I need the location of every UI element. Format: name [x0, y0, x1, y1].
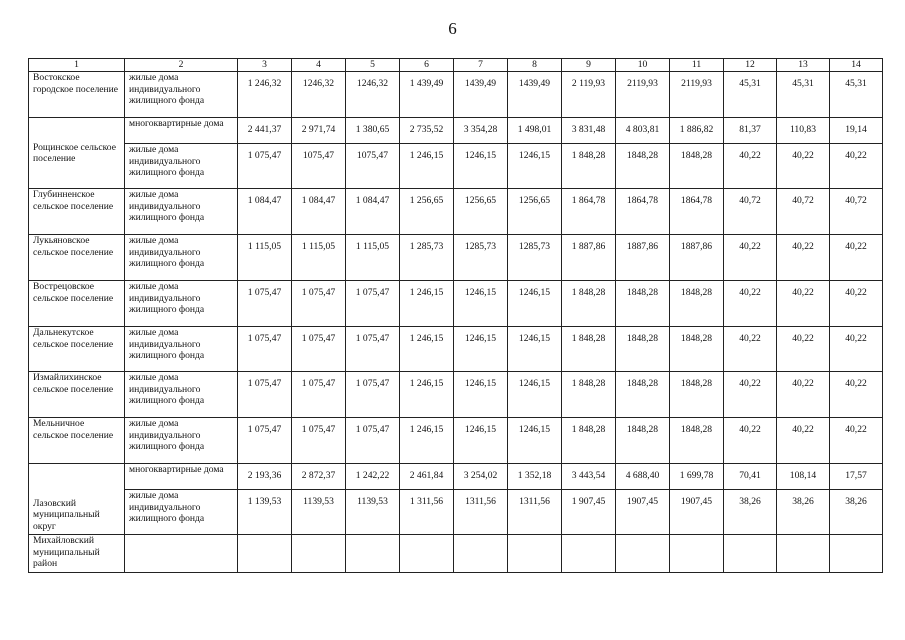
- value-cell: 38,26: [830, 490, 883, 535]
- value-cell: 2 971,74: [292, 118, 346, 144]
- value-cell: 1 246,15: [400, 372, 454, 418]
- municipality-cell: Измайлихинское сельское поселение: [29, 372, 125, 418]
- value-cell: 3 831,48: [562, 118, 616, 144]
- value-cell: 81,37: [724, 118, 777, 144]
- municipality-cell: Михайловский муниципальный район: [29, 535, 125, 573]
- value-cell: 1848,28: [616, 372, 670, 418]
- housing-type-cell: жилые дома индивидуального жилищного фонда: [125, 235, 238, 281]
- table-row: [29, 327, 883, 372]
- housing-type-cell: жилые дома индивидуального жилищного фонда: [125, 144, 238, 189]
- value-cell: 1 848,28: [562, 418, 616, 464]
- value-cell: 45,31: [724, 72, 777, 118]
- municipality-cell: Глубинненское сельское поселение: [29, 189, 125, 235]
- value-cell: 1 380,65: [346, 118, 400, 144]
- value-cell: [346, 535, 400, 573]
- value-cell: 1246,15: [454, 327, 508, 372]
- value-cell: 1848,28: [616, 144, 670, 189]
- value-cell: 40,22: [777, 144, 830, 189]
- table-row: [29, 535, 883, 573]
- column-number: 2: [125, 59, 238, 72]
- column-number: 13: [777, 59, 830, 72]
- column-number: 10: [616, 59, 670, 72]
- value-cell: 1139,53: [346, 490, 400, 535]
- tariff-table: [28, 58, 883, 573]
- value-cell: 3 254,02: [454, 464, 508, 490]
- housing-type-cell: жилые дома индивидуального жилищного фонда: [125, 372, 238, 418]
- table-row: [29, 464, 883, 490]
- value-cell: 1 285,73: [400, 235, 454, 281]
- value-cell: 2 441,37: [238, 118, 292, 144]
- value-cell: 1 075,47: [292, 418, 346, 464]
- value-cell: 1246,15: [454, 372, 508, 418]
- value-cell: 1848,28: [616, 327, 670, 372]
- value-cell: 4 688,40: [616, 464, 670, 490]
- value-cell: 40,22: [724, 418, 777, 464]
- value-cell: 40,22: [724, 281, 777, 327]
- value-cell: 40,22: [830, 372, 883, 418]
- value-cell: 1 886,82: [670, 118, 724, 144]
- value-cell: 1864,78: [616, 189, 670, 235]
- value-cell: 45,31: [830, 72, 883, 118]
- housing-type-cell: жилые дома индивидуального жилищного фонда: [125, 490, 238, 535]
- value-cell: 1256,65: [508, 189, 562, 235]
- value-cell: 40,22: [777, 372, 830, 418]
- value-cell: 1 075,47: [346, 281, 400, 327]
- value-cell: 1 246,15: [400, 281, 454, 327]
- table-row: [29, 372, 883, 418]
- value-cell: 1 498,01: [508, 118, 562, 144]
- table-row: [29, 72, 883, 118]
- value-cell: 1439,49: [454, 72, 508, 118]
- value-cell: 1256,65: [454, 189, 508, 235]
- value-cell: 40,22: [724, 372, 777, 418]
- value-cell: 1246,15: [508, 418, 562, 464]
- value-cell: 1 075,47: [238, 418, 292, 464]
- table-row: [29, 235, 883, 281]
- value-cell: 1075,47: [292, 144, 346, 189]
- value-cell: 2 119,93: [562, 72, 616, 118]
- table-row: [29, 418, 883, 464]
- value-cell: 40,22: [724, 144, 777, 189]
- value-cell: 1 246,15: [400, 144, 454, 189]
- page-number: 6: [448, 19, 457, 38]
- value-cell: 1311,56: [454, 490, 508, 535]
- table-row: [29, 189, 883, 235]
- value-cell: 2119,93: [670, 72, 724, 118]
- value-cell: 1 075,47: [346, 372, 400, 418]
- value-cell: 1439,49: [508, 72, 562, 118]
- value-cell: 1848,28: [670, 372, 724, 418]
- value-cell: 1848,28: [616, 418, 670, 464]
- column-number: 6: [400, 59, 454, 72]
- value-cell: 1 848,28: [562, 144, 616, 189]
- value-cell: [400, 535, 454, 573]
- value-cell: 1 075,47: [292, 327, 346, 372]
- column-number: 5: [346, 59, 400, 72]
- housing-type-cell: [125, 535, 238, 573]
- value-cell: 40,22: [777, 281, 830, 327]
- value-cell: 1246,15: [508, 327, 562, 372]
- municipality-cell: Лазовский муниципальный округ: [29, 464, 125, 535]
- municipality-cell: Вострецовское сельское поселение: [29, 281, 125, 327]
- column-number: 4: [292, 59, 346, 72]
- value-cell: 2 461,84: [400, 464, 454, 490]
- value-cell: 1246,32: [346, 72, 400, 118]
- value-cell: 1 084,47: [292, 189, 346, 235]
- value-cell: 3 443,54: [562, 464, 616, 490]
- value-cell: 40,22: [830, 418, 883, 464]
- value-cell: 1 907,45: [562, 490, 616, 535]
- value-cell: 1 864,78: [562, 189, 616, 235]
- value-cell: 1848,28: [670, 418, 724, 464]
- housing-type-cell: жилые дома индивидуального жилищного фонда: [125, 327, 238, 372]
- value-cell: 1 075,47: [238, 144, 292, 189]
- value-cell: 1 246,32: [238, 72, 292, 118]
- value-cell: [292, 535, 346, 573]
- value-cell: 110,83: [777, 118, 830, 144]
- value-cell: 1246,15: [508, 281, 562, 327]
- column-number: 12: [724, 59, 777, 72]
- value-cell: 1 075,47: [238, 281, 292, 327]
- value-cell: 1 115,05: [346, 235, 400, 281]
- value-cell: 108,14: [777, 464, 830, 490]
- column-number: 9: [562, 59, 616, 72]
- value-cell: 1 084,47: [238, 189, 292, 235]
- column-number-row: [29, 59, 883, 72]
- value-cell: 1 311,56: [400, 490, 454, 535]
- value-cell: 1 887,86: [562, 235, 616, 281]
- value-cell: 2119,93: [616, 72, 670, 118]
- value-cell: 1139,53: [292, 490, 346, 535]
- column-number: 3: [238, 59, 292, 72]
- value-cell: 1 848,28: [562, 372, 616, 418]
- value-cell: [830, 535, 883, 573]
- value-cell: 1907,45: [670, 490, 724, 535]
- column-number: 14: [830, 59, 883, 72]
- value-cell: 1246,15: [508, 372, 562, 418]
- value-cell: [238, 535, 292, 573]
- value-cell: 40,22: [777, 327, 830, 372]
- column-number: 11: [670, 59, 724, 72]
- value-cell: 1 848,28: [562, 327, 616, 372]
- value-cell: 1 075,47: [346, 418, 400, 464]
- value-cell: 1 246,15: [400, 418, 454, 464]
- value-cell: 1246,15: [454, 144, 508, 189]
- value-cell: [508, 535, 562, 573]
- housing-type-cell: многоквартирные дома: [125, 118, 238, 144]
- value-cell: 1 352,18: [508, 464, 562, 490]
- value-cell: 40,22: [724, 327, 777, 372]
- value-cell: 1 115,05: [238, 235, 292, 281]
- value-cell: 1 439,49: [400, 72, 454, 118]
- value-cell: 40,22: [777, 235, 830, 281]
- value-cell: 2 872,37: [292, 464, 346, 490]
- value-cell: 40,22: [830, 281, 883, 327]
- housing-type-cell: жилые дома индивидуального жилищного фонда: [125, 189, 238, 235]
- municipality-cell: Лукьяновское сельское поселение: [29, 235, 125, 281]
- value-cell: 1311,56: [508, 490, 562, 535]
- value-cell: 1075,47: [346, 144, 400, 189]
- value-cell: 40,72: [830, 189, 883, 235]
- value-cell: 38,26: [777, 490, 830, 535]
- value-cell: 1 139,53: [238, 490, 292, 535]
- value-cell: 1 848,28: [562, 281, 616, 327]
- value-cell: 40,72: [724, 189, 777, 235]
- municipality-cell: Дальнекутское сельское поселение: [29, 327, 125, 372]
- value-cell: [562, 535, 616, 573]
- value-cell: [616, 535, 670, 573]
- value-cell: [454, 535, 508, 573]
- value-cell: 1 075,47: [238, 372, 292, 418]
- value-cell: 1 075,47: [292, 372, 346, 418]
- value-cell: 70,41: [724, 464, 777, 490]
- value-cell: 40,22: [724, 235, 777, 281]
- table-row: [29, 281, 883, 327]
- value-cell: [670, 535, 724, 573]
- value-cell: 1 699,78: [670, 464, 724, 490]
- value-cell: 1285,73: [454, 235, 508, 281]
- column-number: 8: [508, 59, 562, 72]
- municipality-cell: Рощинское сельское поселение: [29, 118, 125, 189]
- value-cell: 1 256,65: [400, 189, 454, 235]
- value-cell: 1285,73: [508, 235, 562, 281]
- value-cell: [777, 535, 830, 573]
- value-cell: 1 246,15: [400, 327, 454, 372]
- housing-type-cell: жилые дома индивидуального жилищного фонда: [125, 281, 238, 327]
- column-number: 7: [454, 59, 508, 72]
- value-cell: 1246,15: [508, 144, 562, 189]
- value-cell: 1887,86: [616, 235, 670, 281]
- housing-type-cell: жилые дома индивидуального жилищного фонда: [125, 418, 238, 464]
- value-cell: 2 735,52: [400, 118, 454, 144]
- value-cell: 1848,28: [670, 144, 724, 189]
- value-cell: 1887,86: [670, 235, 724, 281]
- value-cell: 1246,15: [454, 281, 508, 327]
- value-cell: 2 193,36: [238, 464, 292, 490]
- table-row: [29, 144, 883, 189]
- value-cell: 3 354,28: [454, 118, 508, 144]
- municipality-cell: Мельничное сельское поселение: [29, 418, 125, 464]
- value-cell: 40,22: [830, 144, 883, 189]
- column-number: 1: [29, 59, 125, 72]
- value-cell: 1848,28: [670, 327, 724, 372]
- value-cell: 1246,32: [292, 72, 346, 118]
- value-cell: 1864,78: [670, 189, 724, 235]
- value-cell: 17,57: [830, 464, 883, 490]
- value-cell: 1848,28: [670, 281, 724, 327]
- value-cell: 1 242,22: [346, 464, 400, 490]
- value-cell: 38,26: [724, 490, 777, 535]
- value-cell: 40,22: [777, 418, 830, 464]
- value-cell: 1848,28: [616, 281, 670, 327]
- value-cell: 40,22: [830, 327, 883, 372]
- value-cell: 1 075,47: [292, 281, 346, 327]
- value-cell: 1 115,05: [292, 235, 346, 281]
- value-cell: 1 075,47: [238, 327, 292, 372]
- municipality-cell: Востокское городское поселение: [29, 72, 125, 118]
- value-cell: 1246,15: [454, 418, 508, 464]
- value-cell: 40,22: [830, 235, 883, 281]
- housing-type-cell: многоквартирные дома: [125, 464, 238, 490]
- table-row: [29, 490, 883, 535]
- value-cell: [724, 535, 777, 573]
- value-cell: 1 084,47: [346, 189, 400, 235]
- table-row: [29, 118, 883, 144]
- value-cell: 40,72: [777, 189, 830, 235]
- value-cell: 1 075,47: [346, 327, 400, 372]
- value-cell: 19,14: [830, 118, 883, 144]
- value-cell: 1907,45: [616, 490, 670, 535]
- value-cell: 45,31: [777, 72, 830, 118]
- value-cell: 4 803,81: [616, 118, 670, 144]
- housing-type-cell: жилые дома индивидуального жилищного фонда: [125, 72, 238, 118]
